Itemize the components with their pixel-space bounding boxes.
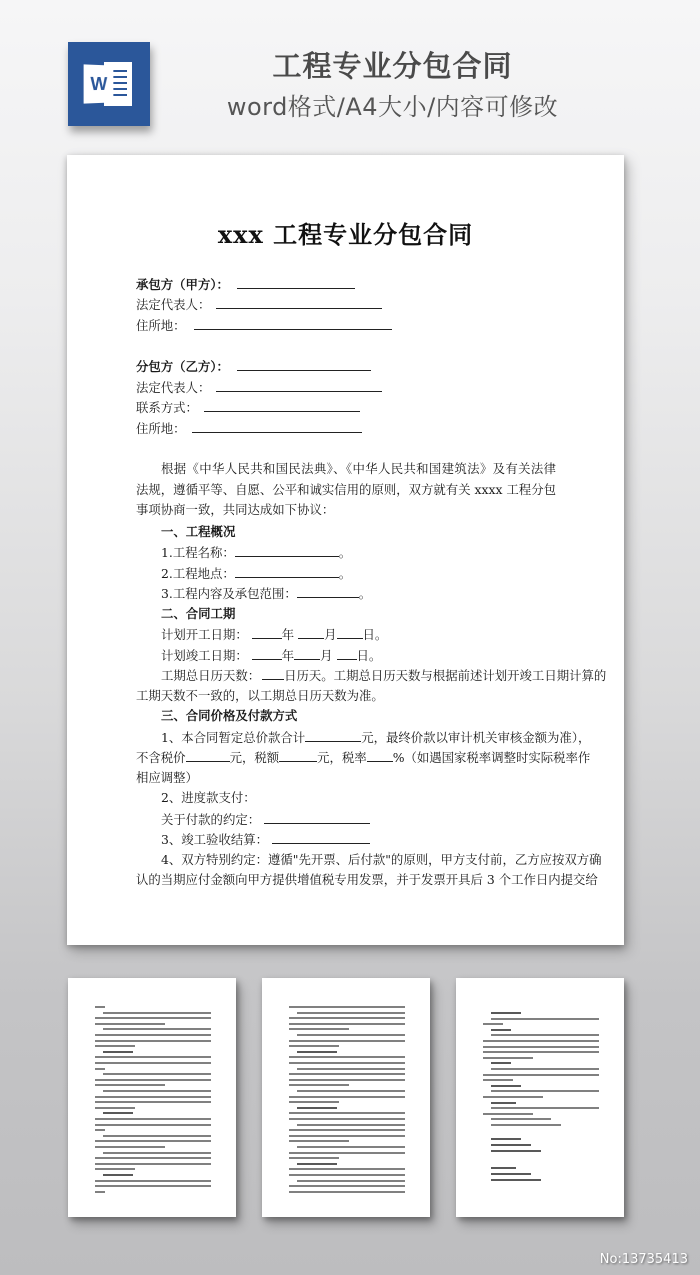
total-days-label: 工期总日历天数： [161, 668, 261, 683]
party-a-address-label: 住所地： [136, 318, 186, 333]
thumbnail-text-line [289, 1062, 405, 1064]
thumbnail-text-line [103, 1073, 211, 1075]
special-agreement-line2: 认的当期应付金额向甲方提供增值税专用发票，并于发票开具后 3 个工作日内提交给 [136, 872, 598, 887]
thumbnail-text-line [289, 1174, 405, 1176]
total-days-field [161, 667, 606, 684]
party-a-address-blank [194, 317, 392, 330]
party-a-rep-blank [216, 296, 382, 309]
party-b-blank [237, 358, 371, 371]
settlement-field [161, 831, 370, 848]
banner-subtitle: word格式/A4大小/内容可修改 [226, 93, 559, 121]
day-blank [337, 626, 363, 639]
party-b-contact-field [136, 399, 360, 416]
project-name-blank [235, 544, 339, 557]
party-b-rep-label: 法定代表人： [136, 380, 211, 395]
end-date-label: 计划竣工日期： [161, 648, 248, 663]
party-b-contact-blank [204, 399, 360, 412]
thumbnail-text-line [95, 1079, 211, 1081]
tax-amount-blank [279, 749, 317, 762]
thumbnail-text-line [491, 1150, 541, 1152]
thumbnail-text-line [483, 1023, 503, 1025]
intro-paragraph: 根据《中华人民共和国民法典》、《中华人民共和国建筑法》及有关法律法规，遵循平等、自愿、公平和诚实信用的原则，双方就有关 xxxx 工程分包事项协商一致，共同达成如下协议： [136, 461, 556, 517]
period: 。 [338, 566, 352, 581]
thumbnail-text-line [95, 1168, 135, 1170]
thumbnail-text-line [483, 1057, 533, 1059]
thumbnail-page-3 [262, 978, 430, 1217]
thumbnail-text-line [491, 1118, 551, 1120]
thumbnail-text-line [289, 1152, 405, 1154]
thumbnail-text-line [491, 1124, 561, 1126]
thumbnail-text-line [103, 1012, 211, 1014]
thumbnail-text-line [483, 1079, 513, 1081]
end-date-field [161, 647, 381, 664]
thumbnail-text-line [483, 1051, 599, 1053]
thumbnail-text-line [297, 1090, 405, 1092]
thumbnail-text-line [297, 1124, 405, 1126]
special-agreement-line1: 4、双方特别约定：遵循"先开票、后付款"的原则，甲方支付前，乙方应按双方确 [161, 852, 602, 867]
year-blank [252, 626, 282, 639]
thumbnail-text-line [491, 1018, 599, 1020]
thumbnail-text-line [483, 1113, 533, 1115]
payment-agreement-field [161, 811, 370, 828]
thumbnail-text-line [289, 1056, 405, 1058]
thumbnail-text-line [95, 1124, 211, 1126]
thumbnail-text-line [491, 1034, 599, 1036]
party-b-rep-blank [216, 379, 382, 392]
thumbnail-text-line [491, 1179, 541, 1181]
thumbnail-text-line [289, 1101, 339, 1103]
month-label: 月 [324, 627, 337, 642]
thumbnail-text-line [95, 1034, 211, 1036]
thumbnail-text-line [297, 1180, 405, 1182]
party-b-address-blank [192, 420, 362, 433]
price-total-label: 1、本合同暂定总价款合计 [161, 730, 306, 745]
document-page-preview [67, 155, 624, 945]
thumbnail-text-line [289, 1040, 405, 1042]
thumbnail-text-line [289, 1157, 339, 1159]
thumbnail-text-line [95, 1062, 211, 1064]
thumbnail-text-line [491, 1138, 521, 1140]
thumbnail-text-line [491, 1173, 531, 1175]
settlement-blank [272, 831, 370, 844]
tax-rate-note: %（如遇国家税率调整时实际税率作 [392, 750, 591, 765]
thumbnail-text-line [491, 1085, 521, 1087]
project-scope-field [161, 585, 371, 602]
image-id-label: No:13735413 [599, 1252, 688, 1267]
thumbnail-text-line [289, 1017, 405, 1019]
party-b-rep-field [136, 379, 382, 396]
thumbnail-text-line [95, 1146, 165, 1148]
section1-heading: 一、工程概况 [161, 524, 236, 539]
party-b-contact-label: 联系方式： [136, 400, 198, 415]
total-days-note: 工期天数不一致的，以工期总日历天数为准。 [136, 688, 384, 703]
thumbnail-text-line [491, 1102, 516, 1104]
thumbnail-text-line [103, 1112, 133, 1114]
thumbnail-text-line [95, 1129, 105, 1131]
thumbnail-text-line [289, 1140, 349, 1142]
thumbnail-text-line [95, 1056, 211, 1058]
thumbnail-text-line [103, 1135, 211, 1137]
thumbnail-text-line [289, 1129, 405, 1131]
project-scope-label: 3.工程内容及承包范围： [161, 586, 297, 601]
thumbnail-text-line [491, 1090, 599, 1092]
party-a-address-field [136, 317, 392, 334]
thumbnail-text-line [297, 1163, 337, 1165]
thumbnail-text-line [103, 1051, 133, 1053]
thumbnail-text-line [491, 1062, 511, 1064]
thumbnail-text-line [289, 1168, 405, 1170]
price-excl-tax-blank [186, 749, 230, 762]
thumbnail-page-4 [456, 978, 624, 1217]
thumbnail-text-line [289, 1084, 349, 1086]
thumbnail-text-line [289, 1185, 405, 1187]
thumbnail-text-line [491, 1068, 599, 1070]
thumbnail-text-line [491, 1167, 516, 1169]
project-scope-blank [297, 585, 359, 598]
payment-agreement-blank [264, 811, 370, 824]
project-location-label: 2.工程地点： [161, 566, 235, 581]
thumbnail-text-line [297, 1068, 405, 1070]
project-location-blank [235, 565, 339, 578]
tax-rate-blank [367, 749, 393, 762]
thumbnail-text-line [289, 1118, 405, 1120]
thumbnail-text-line [103, 1174, 133, 1176]
tax-rate-label: 元，税率 [317, 750, 367, 765]
thumbnail-text-line [289, 1023, 405, 1025]
party-b-address-label: 住所地： [136, 421, 186, 436]
thumbnail-text-line [95, 1068, 105, 1070]
thumbnail-text-line [103, 1090, 211, 1092]
thumbnail-text-line [483, 1096, 543, 1098]
party-b-field [136, 358, 371, 375]
thumbnail-text-line [95, 1180, 211, 1182]
thumbnail-text-line [95, 1023, 165, 1025]
thumbnail-text-line [95, 1006, 105, 1008]
price-adjust-note: 相应调整） [136, 770, 198, 785]
settlement-label: 3、竣工验收结算： [161, 832, 269, 847]
thumbnail-text-line [289, 1191, 405, 1193]
thumbnail-text-line [289, 1096, 405, 1098]
payment-agreement-label: 关于付款的约定： [161, 812, 261, 827]
thumbnail-text-line [491, 1107, 599, 1109]
thumbnail-text-line [95, 1118, 211, 1120]
party-a-blank [237, 276, 355, 289]
thumbnail-text-line [491, 1144, 531, 1146]
period: 。 [358, 586, 372, 601]
start-date-label: 计划开工日期： [161, 627, 248, 642]
party-b-address-field [136, 420, 362, 437]
thumbnail-text-line [95, 1084, 165, 1086]
day-label: 日。 [362, 627, 388, 642]
thumbnail-text-line [95, 1157, 211, 1159]
thumbnail-text-line [297, 1012, 405, 1014]
thumbnail-text-line [289, 1073, 405, 1075]
thumbnail-text-line [297, 1034, 405, 1036]
total-days-text: 日历天。工期总日历天数与根据前述计划开竣工日期计算的 [284, 668, 607, 683]
word-letter: W [84, 64, 114, 103]
party-b-label: 分包方（乙方）： [136, 359, 229, 374]
start-date-field [161, 626, 387, 643]
month-blank [294, 647, 320, 660]
thumbnail-page-2 [68, 978, 236, 1217]
party-a-rep-field [136, 296, 382, 313]
party-a-rep-label: 法定代表人： [136, 297, 211, 312]
thumbnail-text-line [289, 1006, 405, 1008]
party-a-field [136, 276, 355, 293]
thumbnail-text-line [95, 1185, 211, 1187]
section3-heading: 三、合同价格及付款方式 [161, 708, 298, 723]
thumbnail-text-line [95, 1107, 135, 1109]
progress-payment: 2、进度款支付： [161, 790, 256, 805]
project-location-field [161, 565, 351, 582]
thumbnail-text-line [289, 1135, 405, 1137]
banner-header [0, 0, 700, 150]
tax-amount-label: 元，税额 [229, 750, 280, 765]
thumbnail-text-line [95, 1163, 211, 1165]
thumbnail-text-line [95, 1017, 211, 1019]
project-name-label: 1.工程名称： [161, 545, 235, 560]
thumbnail-text-line [289, 1045, 339, 1047]
thumbnail-text-line [103, 1028, 211, 1030]
price-excl-tax-label: 不含税价 [136, 750, 186, 765]
thumbnail-text-line [297, 1107, 337, 1109]
price-total-blank [305, 729, 361, 742]
price-total-field [161, 729, 590, 746]
thumbnail-text-line [103, 1152, 211, 1154]
thumbnail-text-line [95, 1045, 135, 1047]
thumbnail-text-line [95, 1040, 211, 1042]
price-tax-field [136, 749, 590, 766]
thumbnail-text-line [289, 1112, 405, 1114]
thumbnail-text-line [491, 1029, 511, 1031]
document-title: xxx 工程专业分包合同 [217, 220, 474, 249]
year-label: 年 [281, 627, 295, 642]
thumbnail-text-line [95, 1101, 211, 1103]
thumbnail-text-line [95, 1140, 211, 1142]
banner-title: 工程专业分包合同 [272, 49, 513, 83]
total-days-blank [262, 667, 284, 680]
day-label: 日。 [356, 648, 382, 663]
thumbnail-text-line [483, 1040, 599, 1042]
thumbnail-text-line [95, 1191, 105, 1193]
party-a-label: 承包方（甲方）： [136, 277, 229, 292]
day-blank [337, 647, 357, 660]
thumbnail-text-line [95, 1096, 211, 1098]
year-blank [252, 647, 282, 660]
thumbnail-text-line [289, 1028, 349, 1030]
period: 。 [338, 545, 352, 560]
thumbnail-text-line [297, 1051, 337, 1053]
thumbnail-text-line [483, 1046, 599, 1048]
thumbnail-text-line [491, 1012, 521, 1014]
thumbnail-text-line [289, 1079, 405, 1081]
year-label: 年 [281, 648, 295, 663]
thumbnail-text-line [297, 1146, 405, 1148]
thumbnail-text-line [483, 1074, 599, 1076]
price-total-note: 元，最终价款以审计机关审核金额为准）， [361, 730, 591, 745]
section2-heading: 二、合同工期 [161, 606, 236, 621]
project-name-field [161, 544, 351, 561]
month-blank [298, 626, 324, 639]
month-label: 月 [320, 648, 333, 663]
